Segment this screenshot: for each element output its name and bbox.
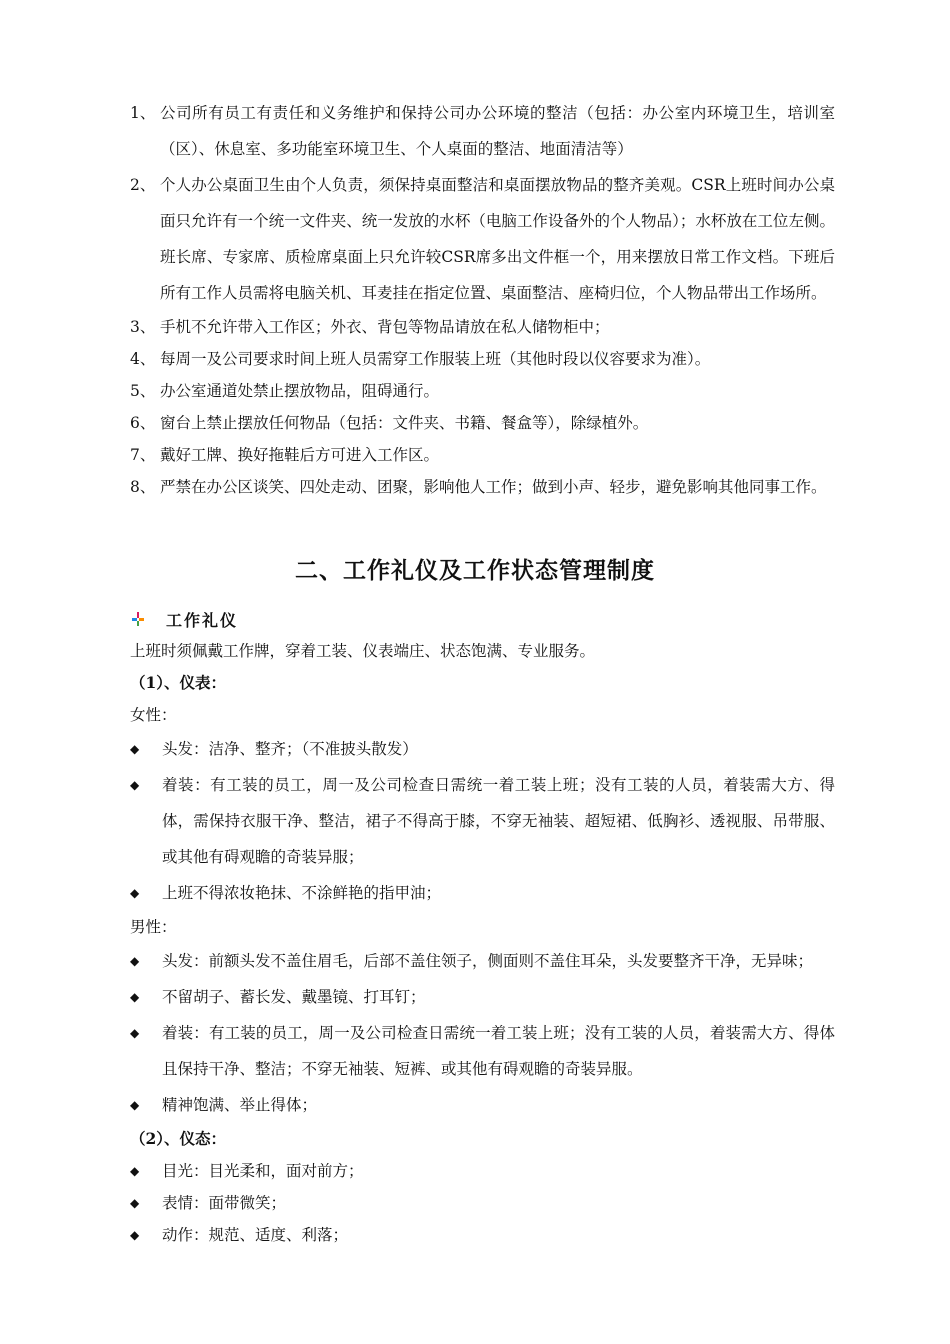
- list-item: [130, 311, 835, 343]
- appearance-heading: （1）、仪表：: [130, 673, 227, 692]
- bullet-icon: ◆: [130, 1196, 140, 1210]
- subsection-heading: [130, 603, 835, 635]
- list-item: [130, 731, 835, 767]
- bullet-icon: ◆: [130, 1228, 140, 1242]
- etiquette-section: [130, 603, 835, 1251]
- list-item: [130, 343, 835, 375]
- list-item: [130, 471, 835, 503]
- item-text: 每周一及公司要求时间上班人员需穿工作服装上班（其他时段以仪容要求为准）。: [160, 350, 711, 368]
- environment-rules-list: [130, 95, 835, 503]
- subsection-heading-text: 工作礼仪: [166, 610, 239, 630]
- list-item: [130, 875, 835, 911]
- item-text: 着装：有工装的员工，周一及公司检查日需统一着工装上班；没有工装的人员，着装需大方、得体且保持干净、整洁；不穿无袖装、短裤、或其他有碍观瞻的奇装异服。: [162, 1024, 835, 1078]
- item-number: 5、: [130, 382, 156, 400]
- male-label: 男性：: [130, 918, 177, 936]
- list-item: [130, 1187, 835, 1219]
- item-number: 2、: [130, 176, 156, 194]
- item-text: 动作：规范、适度、利落；: [162, 1226, 349, 1244]
- item-text: 公司所有员工有责任和义务维护和保持公司办公环境的整洁（包括：办公室内环境卫生，培训室（区）、休息室、多功能室环境卫生、个人桌面的整洁、地面清洁等）: [160, 104, 835, 158]
- item-number: 7、: [130, 446, 156, 464]
- item-text: 目光：目光柔和，面对前方；: [162, 1162, 364, 1180]
- item-number: 1、: [130, 104, 156, 122]
- item-text: 上班不得浓妆艳抹、不涂鲜艳的指甲油；: [162, 884, 442, 902]
- item-text: 头发：洁净、整齐；（不准披头散发）: [162, 740, 418, 758]
- list-item: [130, 1087, 835, 1123]
- item-text: 不留胡子、蓄长发、戴墨镜、打耳钉；: [162, 988, 426, 1006]
- bullet-icon: ◆: [130, 990, 140, 1004]
- item-number: 8、: [130, 478, 156, 496]
- list-item: [130, 167, 835, 311]
- list-item: [130, 979, 835, 1015]
- section-title: 二、工作礼仪及工作状态管理制度: [295, 558, 655, 584]
- item-text: 办公室通道处禁止摆放物品，阻碍通行。: [160, 382, 440, 400]
- item-number: 6、: [130, 414, 156, 432]
- item-text: 手机不允许带入工作区；外衣、背包等物品请放在私人储物柜中；: [160, 318, 610, 336]
- colored-flag-icon: [132, 612, 144, 626]
- bullet-icon: ◆: [130, 954, 140, 968]
- item-text: 窗台上禁止摆放任何物品（包括：文件夹、书籍、餐盒等），除绿植外。: [160, 414, 649, 432]
- bullet-icon: ◆: [130, 742, 140, 756]
- item-text: 着装：有工装的员工，周一及公司检查日需统一着工装上班；没有工装的人员，着装需大方、得体，需保持衣服干净、整洁，裙子不得高于膝，不穿无袖装、超短裙、低胸衫、透视服、吊带服、或其他有碍观瞻的奇装异服；: [162, 776, 835, 866]
- item-number: 4、: [130, 350, 156, 368]
- bullet-icon: ◆: [130, 1098, 140, 1112]
- item-text: 戴好工牌、换好拖鞋后方可进入工作区。: [160, 446, 440, 464]
- female-label: 女性：: [130, 706, 177, 724]
- item-number: 3、: [130, 318, 156, 336]
- list-item: [130, 375, 835, 407]
- intro-paragraph: 上班时须佩戴工作牌，穿着工装、仪表端庄、状态饱满、专业服务。: [130, 642, 596, 660]
- bullet-icon: ◆: [130, 1164, 140, 1178]
- list-item: [130, 407, 835, 439]
- list-item: [130, 1155, 835, 1187]
- item-text: 表情：面带微笑；: [162, 1194, 287, 1212]
- item-text: 个人办公桌面卫生由个人负责，须保持桌面整洁和桌面摆放物品的整齐美观。CSR上班时间办公桌面只允许有一个统一文件夹、统一发放的水杯（电脑工作设备外的个人物品）；水杯放在工位左侧。班长席、专家席、质检席桌面上只允许较CSR席多出文件框一个，用来摆放日常工作文档。下班后所有工作人员需将电脑关机、耳麦挂在指定位置、桌面整洁、座椅归位，个人物品带出工作场所。: [160, 176, 835, 302]
- list-item: [130, 943, 835, 979]
- list-item: [130, 95, 835, 167]
- item-text: 精神饱满、举止得体；: [162, 1096, 318, 1114]
- list-item: [130, 1219, 835, 1251]
- item-text: 头发：前额头发不盖住眉毛，后部不盖住领子，侧面则不盖住耳朵，头发要整齐干净，无异味；: [162, 952, 814, 970]
- bullet-icon: ◆: [130, 886, 140, 900]
- list-item: [130, 767, 835, 875]
- list-item: [130, 1015, 835, 1087]
- manner-heading: （2）、仪态：: [130, 1129, 227, 1148]
- item-text: 严禁在办公区谈笑、四处走动、团聚，影响他人工作；做到小声、轻步，避免影响其他同事工作。: [160, 478, 827, 496]
- bullet-icon: ◆: [130, 778, 140, 792]
- bullet-icon: ◆: [130, 1026, 140, 1040]
- list-item: [130, 439, 835, 471]
